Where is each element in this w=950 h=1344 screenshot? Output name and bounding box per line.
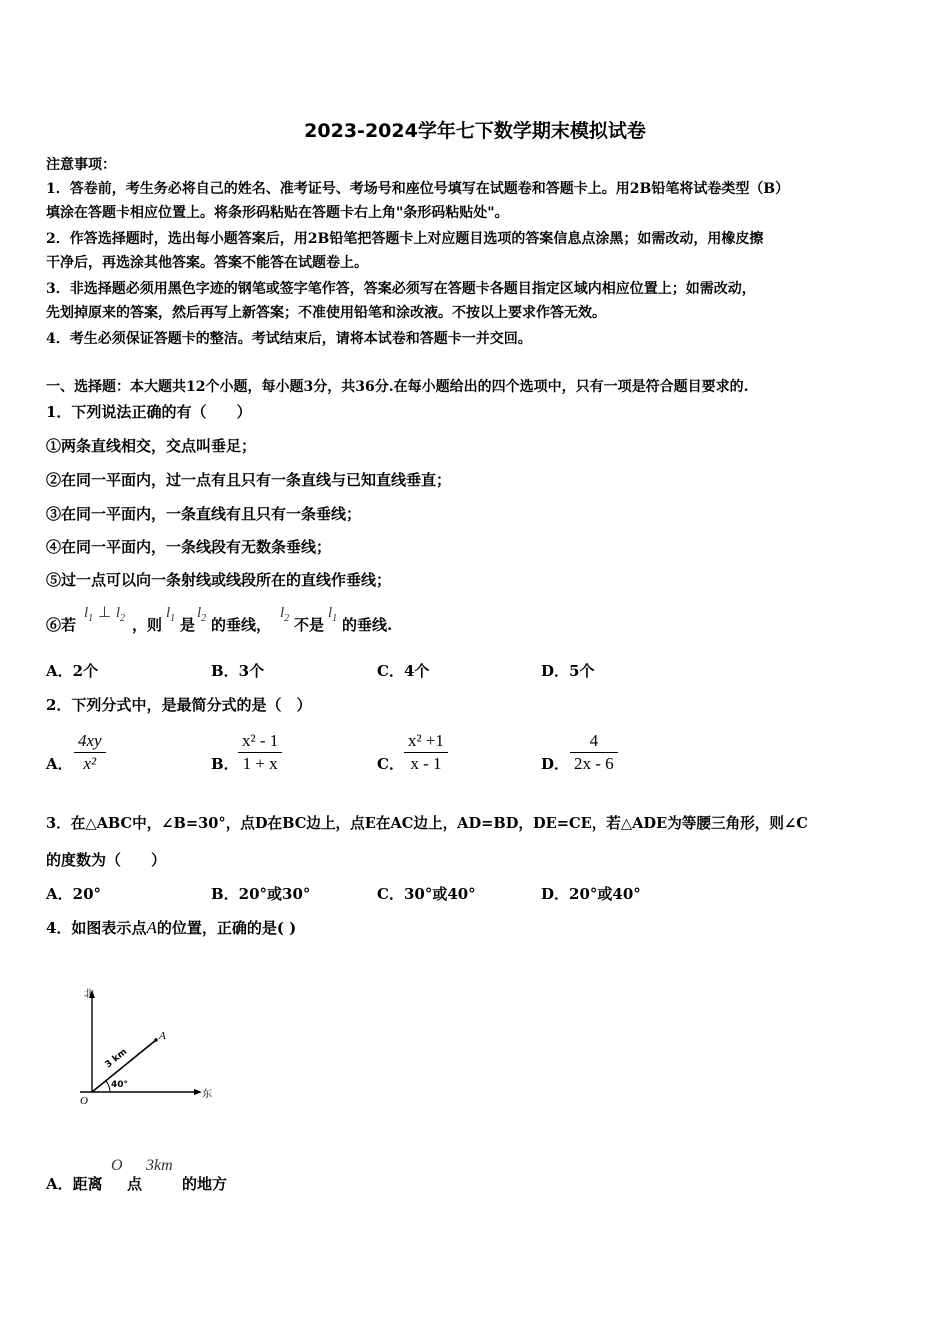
north-label: 北: [84, 989, 94, 1000]
notice-line: 先划掉原来的答案，然后再写上新答案；不准使用铅笔和涂改液。不按以上要求作答无效。: [46, 305, 606, 321]
q2-label-d: D．: [541, 755, 570, 773]
q1-item: ③在同一平面内，一条直线有且只有一条垂线；: [46, 505, 362, 523]
q4-option-a-distance: 3km: [146, 1157, 173, 1174]
q1-option-b: B．3个: [211, 662, 265, 680]
q3-stem: 3．在△ABC中，∠B=30°，点D在BC边上，点E在AC边上，AD=BD，DE=CE，若△ADE为等腰三角形，则∠C: [46, 815, 808, 832]
q4-option-a-end: 的地方: [182, 1175, 228, 1193]
q1-item6-text: ，则: [132, 616, 163, 634]
page-title: 2023-2024学年七下数学期末模拟试卷: [304, 120, 646, 142]
q3-option-b: B．20°或30°: [211, 885, 311, 903]
q3-stem-cont: 的度数为（ ）: [46, 851, 167, 869]
notice-line: 1．答卷前，考生务必将自己的姓名、准考证号、考场号和座位号填写在试题卷和答题卡上。用2B铅笔将试卷类型（B）: [46, 181, 790, 197]
q1-item: ④在同一平面内，一条线段有无数条垂线；: [46, 538, 332, 556]
q1-item6-l2: $l_2$: [280, 605, 290, 624]
q1-item6-l1: $l_1$: [328, 605, 338, 624]
q3-option-c: C．30°或40°: [377, 885, 476, 903]
q1-item6-prefix: ⑥若: [46, 616, 77, 634]
q4-option-a-origin: O: [111, 1157, 123, 1174]
angle-label: 40°: [111, 1080, 129, 1090]
q4-figure: [74, 982, 224, 1112]
q1-stem: 1．下列说法正确的有（ ）: [46, 403, 252, 421]
notice-line: 3．非选择题必须用黑色字迹的钢笔或签字笔作答，答案必须写在答题卡各题目指定区域内相应位置上；如需改动，: [46, 281, 756, 297]
notice-line: 2．作答选择题时，选出每小题答案后，用2B铅笔把答题卡上对应题目选项的答案信息点涂黑；如需改动，用橡皮擦: [46, 231, 764, 247]
q3-option-a: A．20°: [46, 885, 102, 903]
q1-item: ②在同一平面内，过一点有且只有一条直线与已知直线垂直；: [46, 471, 452, 489]
origin-label: O: [80, 1095, 88, 1107]
q1-item6-text: 的垂线，: [211, 616, 272, 634]
q3-option-d: D．20°或40°: [541, 885, 641, 903]
q1-item: ①两条直线相交，交点叫垂足；: [46, 437, 257, 455]
q1-item6-l1: $l_1$: [166, 605, 176, 624]
q2-label-c: C．: [377, 755, 404, 773]
q4-option-a-text: 点: [127, 1175, 143, 1193]
section-heading: 一、选择题：本大题共12个小题，每小题3分，共36分.在每小题给出的四个选项中，只有一项是符合题目要求的.: [46, 379, 749, 395]
east-label: 东: [202, 1089, 212, 1100]
q4-stem: 4．如图表示点A的位置，正确的是( ): [46, 918, 297, 937]
point-a-dot: [154, 1038, 158, 1042]
q1-item6-expr: $l_1$ ⊥ $l_2$: [84, 605, 125, 624]
q2-label-a: A．: [46, 755, 73, 773]
notice-line: 填涂在答题卡相应位置上。将条形码粘贴在答题卡右上角"条形码粘贴处"。: [46, 205, 509, 221]
point-a-label: A: [159, 1030, 166, 1042]
q2-fraction-c: $\frac{\text{x² +1}}{x - 1}$: [404, 730, 448, 775]
angle-arc: [106, 1081, 110, 1092]
notice-heading: 注意事项：: [46, 157, 116, 173]
q1-item6-l2: $l_2$: [197, 605, 207, 624]
distance-label: 3 km: [103, 1046, 130, 1071]
q1-item6-text: 的垂线.: [342, 616, 393, 634]
q2-fraction-d: $\frac{4}{2x - 6}$: [570, 730, 618, 775]
notice-line: 干净后，再选涂其他答案。答案不能答在试题卷上。: [46, 255, 368, 271]
q1-item6-text: 不是: [294, 616, 325, 634]
q4-option-a-prefix: A．距离: [46, 1175, 103, 1193]
q2-label-b: B．: [211, 755, 239, 773]
notice-line: 4．考生必须保证答题卡的整洁。考试结束后，请将本试卷和答题卡一并交回。: [46, 331, 532, 347]
q1-option-c: C．4个: [377, 662, 430, 680]
q2-stem: 2．下列分式中，是最简分式的是（ ）: [46, 696, 312, 714]
q1-item: ⑤过一点可以向一条射线或线段所在的直线作垂线；: [46, 571, 392, 589]
q1-item6-text: 是: [180, 616, 196, 634]
east-arrowhead: [194, 1089, 202, 1095]
q2-fraction-b: $\frac{\text{x² - 1}}{1 + x}$: [238, 730, 282, 775]
q2-fraction-a: $\frac{4xy}{\text{x²}}$: [74, 730, 106, 775]
q1-option-d: D．5个: [541, 662, 595, 680]
q1-option-a: A．2个: [46, 662, 99, 680]
